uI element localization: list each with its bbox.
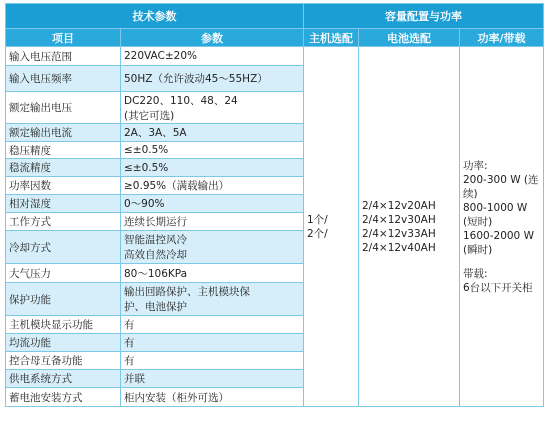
row-label: 输入电压频率 — [6, 66, 121, 92]
spec-table-container — [5, 3, 543, 434]
row-label: 稳流精度 — [6, 159, 121, 177]
row-value: 2A、3A、5A — [121, 124, 304, 142]
row-value: 有 — [121, 334, 304, 352]
row-value: 智能温控风冷 高效自然冷却 — [121, 231, 304, 264]
row-value: 0～90% — [121, 195, 304, 213]
row-label: 工作方式 — [6, 213, 121, 231]
row-value: ≥0.95%（满载输出） — [121, 177, 304, 195]
row-label: 相对湿度 — [6, 195, 121, 213]
capacity-config-header: 容量配置与功率 — [304, 4, 544, 29]
row-label: 大气压力 — [6, 264, 121, 283]
power-line: 200-300 W (连 — [463, 173, 539, 186]
power-line: 800-1000 W — [463, 201, 528, 214]
row-label: 稳压精度 — [6, 142, 121, 159]
power-load-cell — [460, 47, 544, 407]
row-value: 柜内安装（柜外可选） — [121, 388, 304, 407]
row-value: 输出回路保护、主机模块保 护、电池保护 — [121, 283, 304, 316]
power-line: 续) — [463, 187, 478, 200]
spec-table — [5, 3, 544, 407]
row-label: 功率因数 — [6, 177, 121, 195]
row-label: 输入电压范围 — [6, 47, 121, 66]
battery-column-header: 电池选配 — [359, 29, 460, 47]
row-value: 有 — [121, 352, 304, 370]
battery-option: 2/4×12v30AH — [362, 213, 436, 226]
host-config-cell — [304, 47, 359, 407]
row-label: 主机模块显示功能 — [6, 316, 121, 334]
row-value: ≤±0.5% — [121, 142, 304, 159]
tech-params-header: 技术参数 — [6, 4, 304, 29]
host-column-header: 主机选配 — [304, 29, 359, 47]
row-value: 220VAC±20% — [121, 47, 304, 66]
row-label: 供电系统方式 — [6, 370, 121, 388]
load-label: 带载: — [463, 267, 488, 280]
table-row — [6, 47, 544, 66]
battery-option: 2/4×12v33AH — [362, 227, 436, 240]
row-value: 80～106KPa — [121, 264, 304, 283]
power-line: 1600-2000 W — [463, 229, 534, 242]
row-label: 均流功能 — [6, 334, 121, 352]
row-label: 控合母互备功能 — [6, 352, 121, 370]
row-label: 蓄电池安装方式 — [6, 388, 121, 407]
param-column-header: 参数 — [121, 29, 304, 47]
power-label: 功率: — [463, 159, 488, 172]
row-label: 冷却方式 — [6, 231, 121, 264]
battery-option: 2/4×12v20AH — [362, 199, 436, 212]
row-value: 连续长期运行 — [121, 213, 304, 231]
row-value: 并联 — [121, 370, 304, 388]
host-option: 2个/ — [307, 227, 328, 240]
row-value: 50HZ（允许波动45～55HZ） — [121, 66, 304, 92]
item-column-header: 项目 — [6, 29, 121, 47]
row-label: 保护功能 — [6, 283, 121, 316]
row-label: 额定输出电流 — [6, 124, 121, 142]
load-value: 6台以下开关柜 — [463, 281, 533, 294]
row-value: ≤±0.5% — [121, 159, 304, 177]
battery-config-cell — [359, 47, 460, 407]
host-option: 1个/ — [307, 213, 328, 226]
row-value: DC220、110、48、24 (其它可选) — [121, 92, 304, 124]
battery-option: 2/4×12v40AH — [362, 241, 436, 254]
row-label: 额定输出电压 — [6, 92, 121, 124]
row-value: 有 — [121, 316, 304, 334]
power-line: (瞬时) — [463, 243, 493, 256]
power-column-header: 功率/带载 — [460, 29, 544, 47]
power-line: (短时) — [463, 215, 493, 228]
